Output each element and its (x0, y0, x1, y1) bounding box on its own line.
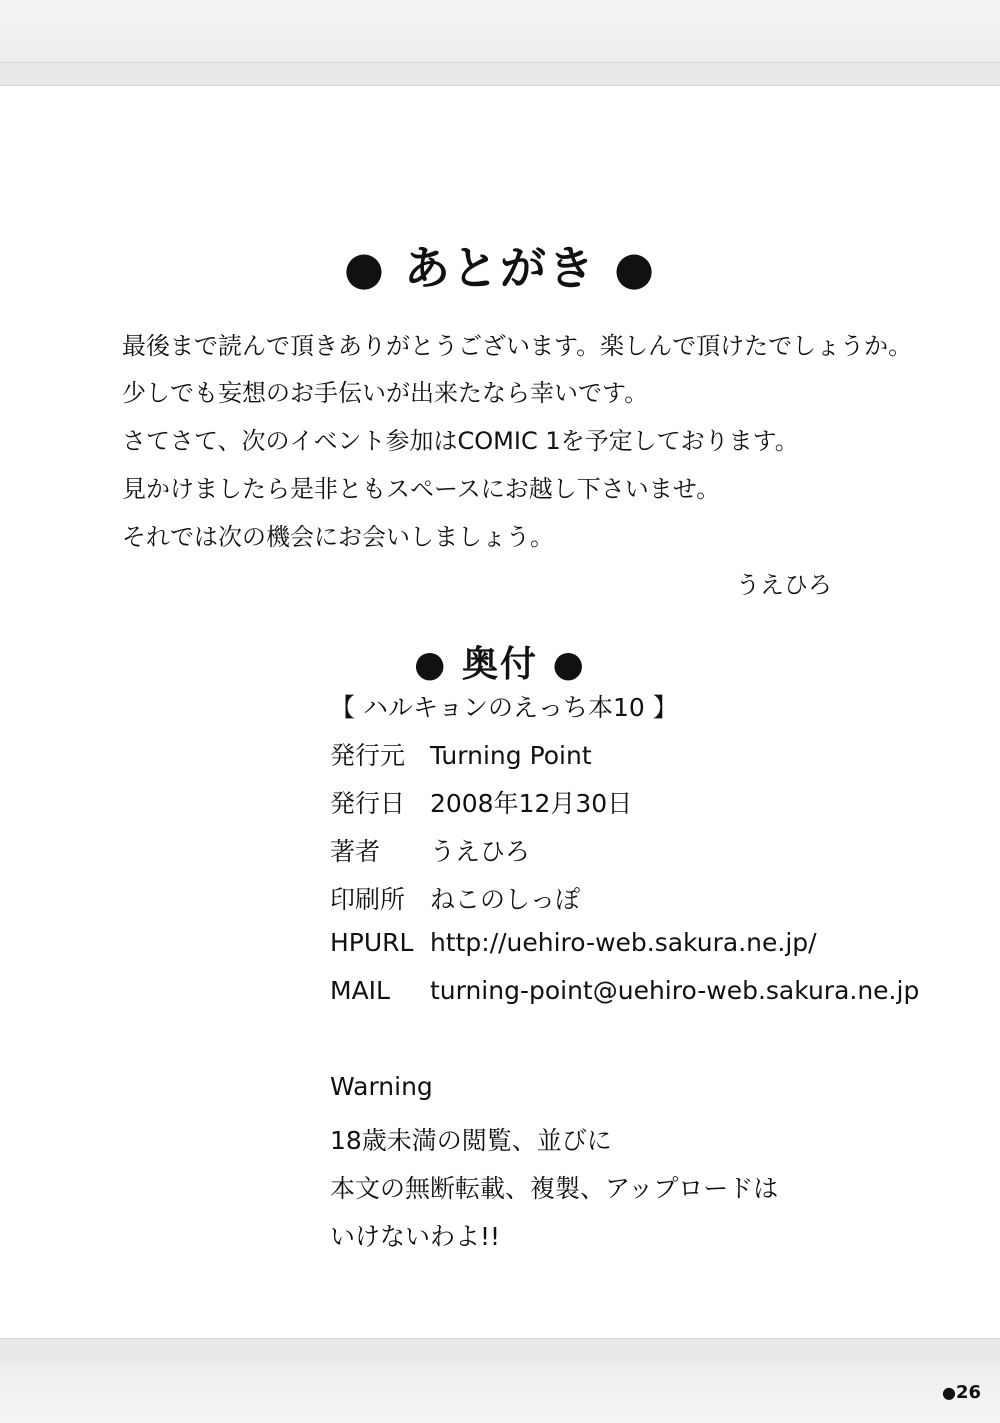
afterword-line: それでは次の機会にお会いしましょう。 (122, 523, 554, 551)
afterword-line: さてさて、次のイベント参加はCOMIC 1を予定しております。 (122, 427, 799, 455)
colophon-label: HPURL (330, 928, 414, 957)
colophon-value: turning-point@uehiro-web.sakura.ne.jp (429, 976, 920, 1005)
colophon-row-author (330, 832, 530, 868)
page-marker-icon: ● (942, 1383, 956, 1402)
warning-line: 本文の無断転載、複製、アップロードは (330, 1174, 779, 1203)
colophon-row-publisher (330, 736, 592, 772)
colophon-row-mail (330, 976, 919, 1005)
colophon-label: 印刷所 (330, 885, 406, 914)
top-border-stripe (0, 62, 1000, 86)
colophon-label: 著者 (330, 837, 381, 866)
colophon-row-date (330, 784, 632, 820)
bottom-border-stripe (0, 1338, 1000, 1362)
colophon-heading: ● 奥付 ● (414, 644, 586, 685)
colophon-value: 2008年12月30日 (429, 789, 633, 818)
warning-line: 18歳未満の閲覧、並びに (330, 1126, 612, 1155)
afterword-line: 少しでも妄想のお手伝いが出来たなら幸いです。 (122, 379, 649, 407)
colophon-value: Turning Point (429, 741, 592, 770)
bottom-border-band (0, 1361, 1000, 1423)
colophon-label: MAIL (330, 976, 390, 1005)
page-number (942, 1382, 981, 1403)
colophon-label: 発行日 (330, 789, 406, 818)
colophon-row-hpurl (330, 928, 817, 957)
afterword-line: 最後まで読んで頂きありがとうございます。楽しんで頂けたでしょうか。 (122, 332, 913, 360)
afterword-line: 見かけましたら是非ともスペースにお越し下さいませ。 (122, 475, 721, 503)
colophon-label: 発行元 (330, 741, 406, 770)
colophon-value: ねこのしっぽ (429, 885, 580, 914)
page-number-value: 26 (955, 1382, 982, 1403)
colophon-value: うえひろ (429, 837, 530, 866)
warning-title: Warning (330, 1072, 433, 1101)
colophon-row-printer (330, 880, 580, 916)
top-border-band (0, 0, 1000, 62)
book-title: 【 ハルキョンのえっち本10 】 (330, 693, 678, 722)
colophon-value: http://uehiro-web.sakura.ne.jp/ (429, 928, 817, 957)
warning-line: いけないわよ!! (330, 1222, 501, 1251)
afterword-heading: ● あとがき ● (343, 241, 657, 295)
afterword-signature: うえひろ (736, 571, 832, 599)
